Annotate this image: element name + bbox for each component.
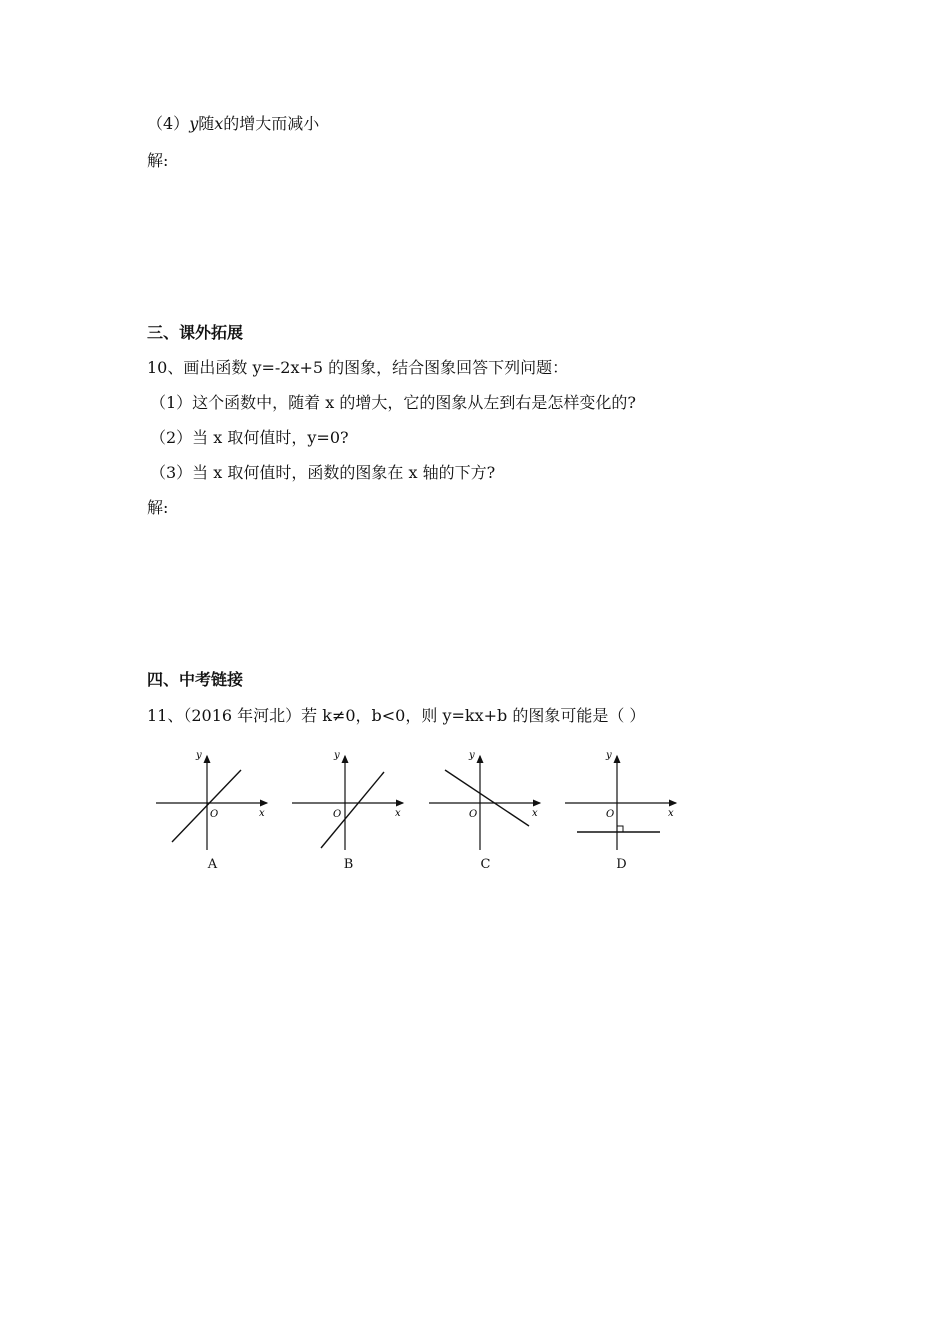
q10-stem: 10、画出函数 y=-2x+5 的图象，结合图象回答下列问题： xyxy=(147,358,569,377)
graph-d-label: D xyxy=(616,857,627,872)
q9-part4 xyxy=(147,114,319,134)
graph-c-label: C xyxy=(480,857,491,872)
graph-b-label: B xyxy=(343,857,354,872)
q10-part3: （3）当 x 取何值时，函数的图象在 x 轴的下方? xyxy=(150,463,496,482)
graph-a-y-label: y xyxy=(196,750,202,761)
graph-a-x-label: x xyxy=(259,808,265,819)
q10-part2: （2）当 x 取何值时，y=0? xyxy=(150,428,349,447)
graph-option-c xyxy=(423,750,548,875)
graph-b-y-label: y xyxy=(334,750,340,761)
graph-b-origin: O xyxy=(333,809,342,820)
graph-a-label: A xyxy=(207,857,218,872)
section3-title: 三、课外拓展 xyxy=(147,323,244,342)
q11-stem: 11、（2016 年河北）若 k≠0，b<0，则 y=kx+b 的图象可能是（ ） xyxy=(147,706,646,725)
graph-d-svg xyxy=(559,750,684,860)
answer-label-2: 解: xyxy=(147,498,169,517)
graph-b-line xyxy=(321,772,384,848)
q9-part4-x: x xyxy=(214,114,224,133)
graph-option-a xyxy=(150,750,275,875)
graph-option-d xyxy=(559,750,684,875)
graph-d-y-label: y xyxy=(606,750,612,761)
graph-c-svg xyxy=(423,750,548,860)
q9-part4-y: y xyxy=(189,114,199,133)
graph-a-origin: O xyxy=(210,809,219,820)
graph-c-line xyxy=(445,770,529,826)
graph-b-svg xyxy=(286,750,411,860)
q10-part1: （1）这个函数中，随着 x 的增大，它的图象从左到右是怎样变化的? xyxy=(150,393,636,412)
graph-d-origin: O xyxy=(606,809,615,820)
graph-c-y-label: y xyxy=(469,750,475,761)
graph-b-x-label: x xyxy=(395,808,401,819)
graph-option-b xyxy=(286,750,411,875)
graph-d-x-label: x xyxy=(668,808,674,819)
graph-c-x-label: x xyxy=(532,808,538,819)
section4-title: 四、中考链接 xyxy=(147,670,244,689)
q9-part4-suffix: 的增大而减小 xyxy=(223,114,320,133)
graph-d-right-angle xyxy=(617,826,623,832)
answer-label-1: 解: xyxy=(147,151,169,170)
q9-part4-prefix: （4） xyxy=(147,114,190,133)
q9-part4-mid: 随 xyxy=(198,114,215,133)
graph-c-origin: O xyxy=(469,809,478,820)
graph-a-svg xyxy=(150,750,275,860)
